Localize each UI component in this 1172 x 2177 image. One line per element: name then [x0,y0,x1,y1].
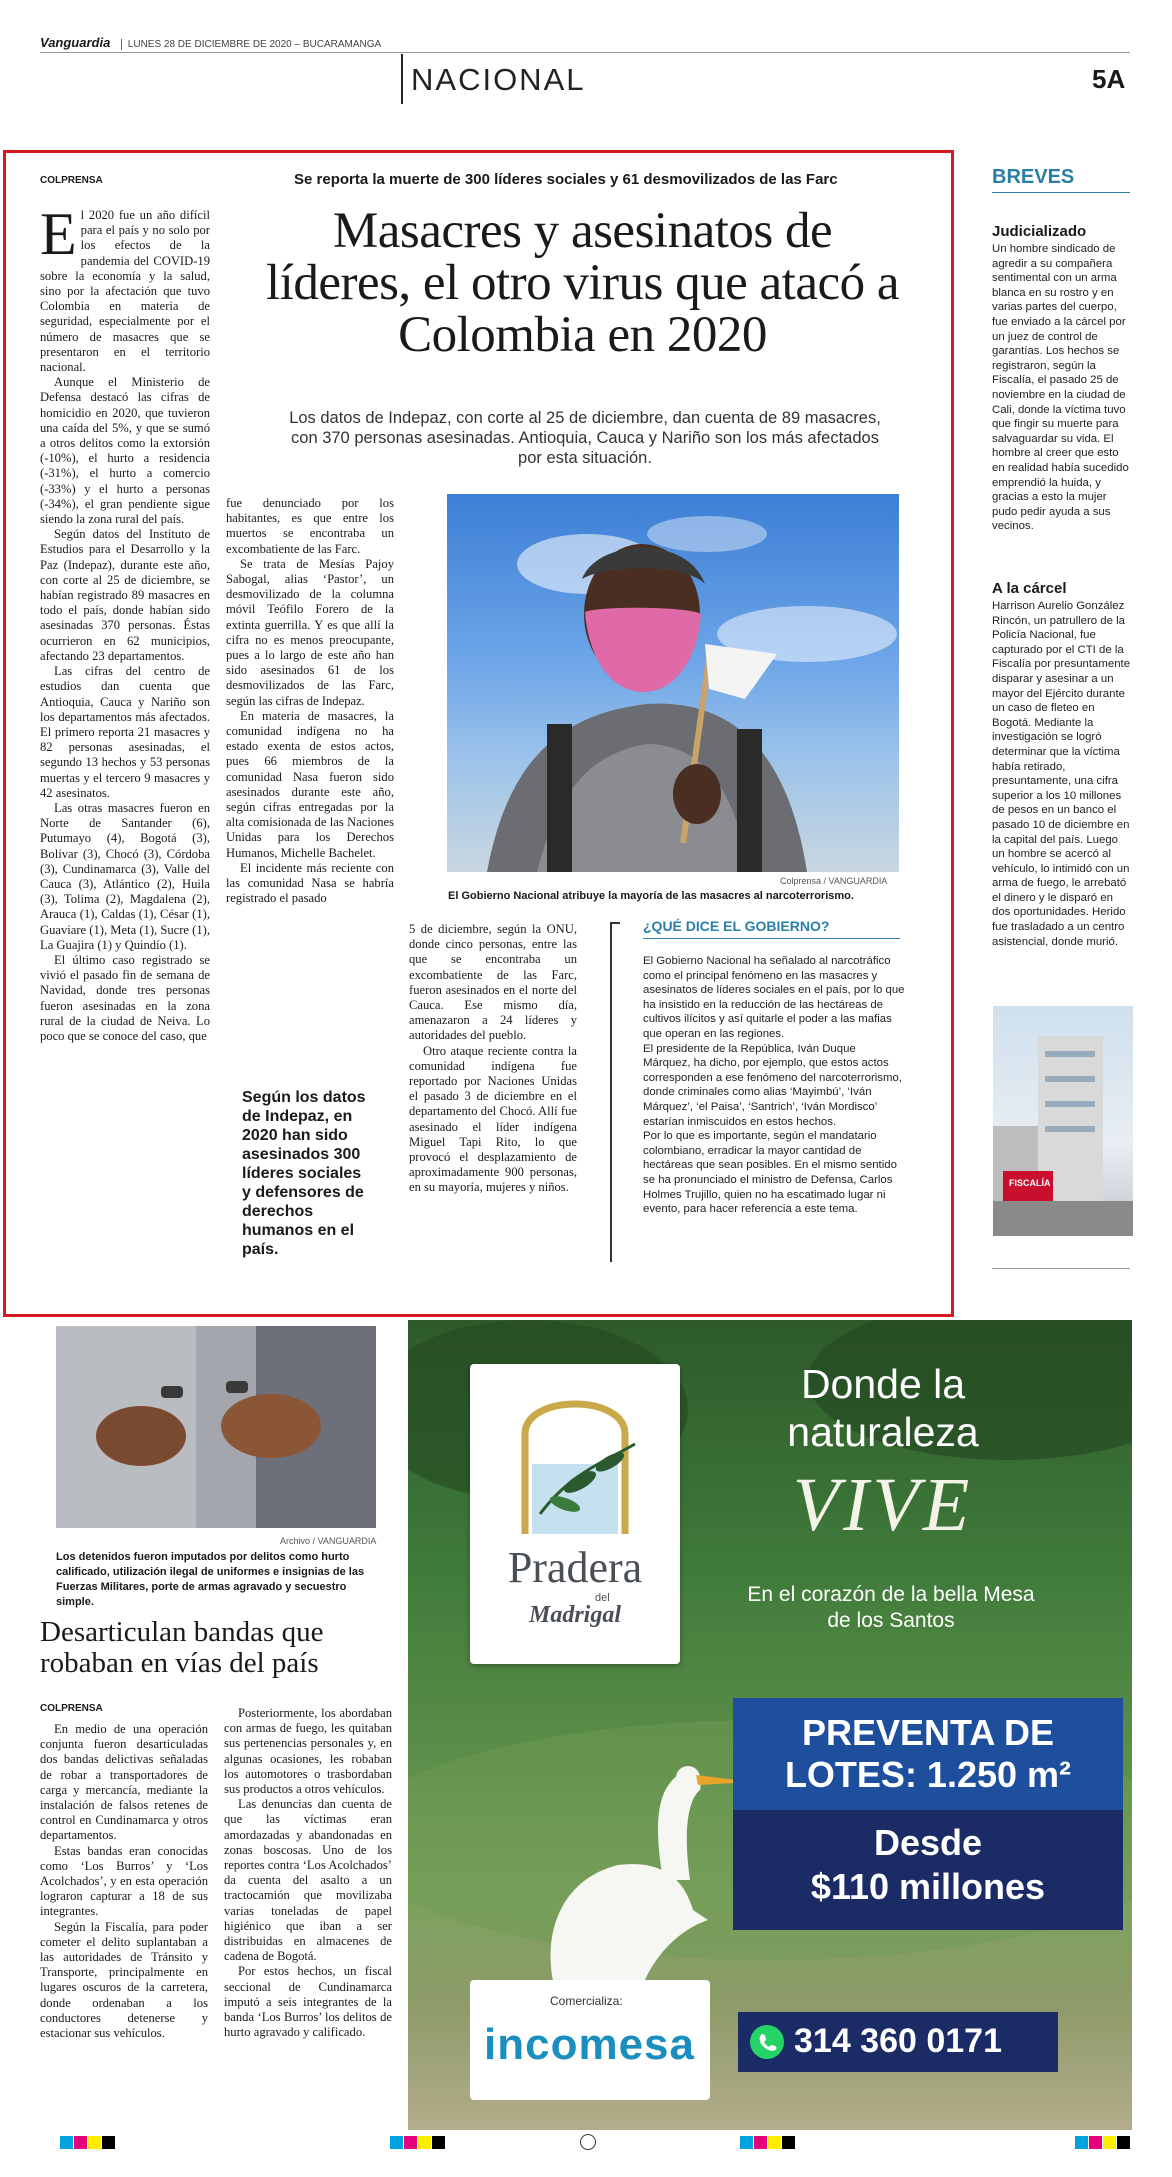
preventa-box [733,1698,1123,1930]
main-byline: COLPRENSA [40,175,103,186]
main-column-2 [226,496,394,906]
phone-box[interactable] [738,2012,1058,2072]
paragraph: Aunque el Ministerio de Defensa destacó las cifras de homicidio en 2020, que tuvieron una caída del 5%, y que se sumó a otros delitos como la extorsión (-10%), el hurto a residencia (-31%), el hurto a comercio (-33%) y el hurto a personas (-34%), el gran pendiente sigue siendo la zona rural del país. [40,375,210,527]
section-title: NACIONAL [411,62,586,97]
paragraph: Posteriormente, los abordaban con armas de fuego, les quitaban sus pertenencias personales y, en algunas ocasiones, les robaban los automotores o trasbordaban sus productos a otros vehículos. [224,1706,392,1797]
fiscalia-building-photo [993,1006,1133,1236]
page-number: 5A [1092,64,1126,94]
gov-box-rule [643,938,900,939]
arch-leaf-icon [470,1364,680,1544]
pradera-advertisement[interactable] [408,1320,1132,2130]
building-illustration [993,1006,1133,1236]
drop-cap: E [40,201,77,267]
main-photo [447,494,899,872]
paragraph: Según la Fiscalía, para poder cometer el delito suplantaban a las autoridades de Tránsito y Transporte, principalmente en lugares oscuros de la carretera, donde ordenaban a los conductores detenerse y estacionar sus vehículos. [40,1919,208,2041]
comercializa-label: Comercializa: [550,1994,623,2008]
second-byline: COLPRENSA [40,1703,103,1714]
pradera-brand-script: Madrigal [528,1602,621,1628]
main-column-3 [409,922,577,1196]
pull-quote: Según los datos de Indepaz, en 2020 han sido asesinados 300 líderes sociales y defensores de derechos humanos en el país. [242,1089,366,1258]
ad-tagline-1: Donde la naturaleza [787,1361,979,1455]
breves-bottom-rule [992,1268,1130,1269]
detainees-photo-credit: Archivo / VANGUARDIA [280,1536,377,1546]
breves-title: BREVES [992,166,1075,188]
desde-box [733,1810,1123,1930]
masthead [40,34,1130,54]
pradera-logo-card [470,1364,680,1664]
second-column-2 [224,1706,392,2040]
fiscalia-sign: FISCALÍA [1009,1178,1051,1188]
breves-item-text: Harrison Aurelio González Rincón, un patrullero de la Policía Nacional, fue capturado por el CTI de la Fiscalía por presuntamente disparar y asesinar a un mayor del Ejército durante un caso de fleteo en Bogotá. Mediante la investigación se logró determinar que la víctima había retirado, presuntamente, una cifra superior a los 10 millones de pesos en un banco el pasado 10 de diciembre en la capital del país. Luego un hombre se acercó al vehículo, lo intimidó con un arma de fuego, le arrebató el dinero y le disparó en dos oportunidades. Herido fue trasladado a un centro asistencial, donde murió. [992,600,1131,948]
breves-item-text: Un hombre sindicado de agredir a su compañera sentimental con un arma blanca en su rostro y en varias partes del cuerpo, fue enviado a la cárcel por un juez de control de garantías. Los hechos se registraron, según la Fiscalía, el pasado 25 de noviembre en la ciudad de Cali, donde la víctima tuvo que fingir su muerte para salvaguardar su vida. El hombre al creer que esto en realidad había sucedido emprendió la huida, y gracias a esto la mujer pudo pedir ayuda a sus vecinos. [992,243,1129,533]
main-photo-caption: El Gobierno Nacional atribuye la mayoría de las masacres al narcoterrorismo. [448,890,854,902]
pradera-brand-sub: del [595,1592,610,1604]
registration-bar-left [60,2136,116,2154]
main-column-1 [40,201,210,1044]
paragraph: Según datos del Instituto de Estudios para el Desarrollo y la Paz (Indepaz), durante este año, con corte al 25 de diciembre, se habían registrado 89 masacres en todo el país, donde habían sido asesinadas 370 personas. Éstas ocurrieron en 62 municipios, afectando 23 departamentos. [40,527,210,663]
woman-with-flag-illustration [447,494,899,872]
gov-box-title: ¿QUÉ DICE EL GOBIERNO? [643,918,830,934]
breves-rule [992,192,1130,193]
gov-box-text [643,954,905,1217]
paragraph: En medio de una operación conjunta fueron desarticuladas dos bandas delictivas señaladas de robar a transportadores de carga y mercancía, mediante la instalación de falsos retenes de control en Cundinamarca y otros departamentos. [40,1722,208,1843]
ad-tagline-2: VIVE [792,1463,974,1547]
second-headline: Desarticulan bandas que robaban en vías del país [40,1616,324,1679]
gov-box-bracket [610,922,620,1262]
paragraph: El Gobierno Nacional ha señalado al narcotráfico como el principal fenómeno en las masacres y asesinatos de líderes sociales en el país, por lo que ha insistido en la reducción de las hectáreas de cultivos ilícitos y así quitarle el poder a las mafias que operan en las regiones. [643,955,905,1040]
registration-target [580,2134,596,2150]
incomesa-logo: incomesa [484,2020,695,2069]
paragraph: Las otras masacres fueron en Norte de Santander (6), Putumayo (4), Bogotá (3), Bolívar (3), Chocó (3), Córdoba (3), Cundinamarca (3), Valle del Cauca (3), Atlántico (2), Huila (3), Tolima (2), Magdalena (2), Arauca (1), Caldas (1), César (1), Guaviare (1), Meta (1), Sucre (1), La Guajira (1) y Quindío (1). [40,800,210,952]
dateline: LUNES 28 DE DICIEMBRE DE 2020 – BUCARAMANGA [121,39,381,50]
preventa-line-1: PREVENTA DE [801,1712,1055,1753]
desde-price: $110 millones [810,1866,1046,1907]
ad-tagline-3: En el corazón de la bella Mesa de los Santos [747,1583,1035,1632]
main-photo-credit: Colprensa / VANGUARDIA [780,876,888,886]
paragraph: Las cifras del centro de estudios dan cuenta que Antioquia, Cauca y Nariño son los departamentos más afectados. El primero reporta 21 masacres y 82 personas asesinadas, el segundo 13 hechos y 53 personas muertas y el tercero 9 masacres y 42 asesinatos. [40,664,210,800]
handcuffed-hands-illustration [56,1326,376,1528]
masthead-rule [40,52,1130,53]
paragraph: 5 de diciembre, según la ONU, donde cinco personas, entre las que se encontraba un excombatiente de las Farc, fueron asesinados en el norte del Cauca. Ese mismo día, amenazaron a 24 líderes y autoridades del pueblo. [409,922,577,1043]
paragraph: Otro ataque reciente contra la comunidad indígena fue reportado por Naciones Unidas el pasado 3 de diciembre en el departamento del Chocó. Allí fue asesinado el líder indígena Miguel Tapi Rito, lo que provocó el desplazamiento de aproximadamente 900 personas, en su mayoría, mujeres y niños. [409,1043,577,1195]
paragraph: El presidente de la República, Iván Duque Márquez, ha dicho, por ejemplo, que estos actos corresponden a ese fenómeno del narcoterrorismo, donde criminales como alias ‘Mayimbú’, ‘Iván Márquez’, ‘el Paisa’, ‘Santrich’, ‘Iván Mordisco’ estarían inmiscuidos en estos hechos. [643,1042,902,1128]
registration-bar-mid-right [740,2136,796,2154]
pradera-brand: Pradera [507,1543,643,1592]
preventa-line-2 [733,1754,1123,1796]
paragraph: El último caso registrado se vivió el pasado fin de semana de Navidad, donde tres personas fueron asesinadas en la zona rural de la ciudad de Neiva. Lo poco que se conoce del caso, que [40,952,210,1043]
paragraph: Las denuncias dan cuenta de que las víctimas eran amordazadas y abandonadas en zonas boscosas. Uno de los reportes contra ‘Los Acolchados’ da cuenta del asalto a un tractocamión que movilizaba varias toneladas de papel higiénico que iban a ser distribuidas en almacenes de cadena de Bogotá. [224,1797,392,1964]
desde-label: Desde [873,1822,983,1863]
paragraph: En materia de masacres, la comunidad indígena no ha estado exenta de estos actos, pues 66 miembros de la comunidad Nasa fueron sido asesinados durante este año, según cifras entregadas por la alta comisionada de las Naciones Unidas para los Derechos Humanos, Michelle Bachelet. [226,708,394,860]
paragraph: Por estos hechos, un fiscal seccional de Cundinamarca imputó a seis integrantes de la banda ‘Los Burros’ los delitos de hurto agravado y calificado. [224,1964,392,2040]
main-kicker: Se reporta la muerte de 300 líderes sociales y 61 desmovilizados de las Farc [294,171,838,188]
detainees-photo [56,1326,376,1528]
registration-bar-mid-left [390,2136,446,2154]
brand-logo: Vanguardia [40,35,111,50]
main-subhead: Los datos de Indepaz, con corte al 25 de diciembre, dan cuenta de 89 masacres, con 370 personas asesinadas. Antioquia, Cauca y Nariño son los más afectados por esta situación. [289,409,881,467]
paragraph: Por lo que es importante, según el mandatario colombiano, erradicar la mayor cantidad de hectáreas que sean posibles. En el mismo sentido se ha pronunciado el ministro de Defensa, Carlos Holmes Trujillo, quien no ha escatimado lugar ni evento, para hacer referencia a este tema. [643,1130,897,1216]
preventa-unit: m² [1027,1754,1072,1795]
incomesa-card [470,1980,710,2100]
paragraph: Estas bandas eran conocidas como ‘Los Burros’ y ‘Los Acolchados’, y en esta operación lograron capturar a 18 de sus integrantes. [40,1843,208,1919]
section-divider [401,54,403,104]
second-column-1 [40,1722,208,2041]
whatsapp-icon [750,2025,784,2059]
paragraph: fue denunciado por los habitantes, es que entre los muertos se encontraba un excombatiente de las Farc. [226,496,394,556]
paragraph: Se trata de Mesías Pajoy Sabogal, alias ‘Pastor’, un desmovilizado de la columna móvil Teófilo Forero de la extinta guerrilla. Y es que allí la cifra no es menos preocupante, pues a lo largo de este año han sido asesinados 61 de los desmovilizados de las Farc, según las cifras de Indepaz. [226,556,394,708]
paragraph: El incidente más reciente con las comunidad Nasa se habría registrado el pasado [226,860,394,906]
breves-item-title: Judicializado [992,223,1087,240]
registration-bar-right [1075,2136,1131,2154]
paragraph: l 2020 fue un año difícil para el país y no solo por los efectos de la pandemia del COVID-19 sobre la economía y la salud, sino por la afectación que tuvo Colombia en materia de seguridad, especialmente por el número de masacres que se presentaron en el territorio nacional. [40,208,210,375]
detainees-photo-caption: Los detenidos fueron imputados por delitos como hurto calificado, utilización ilegal de uniformes e insignias de las Fuerzas Militares, porte de armas agravado y secuestro simple. [56,1551,365,1608]
main-headline: Masacres y asesinatos de líderes, el otro virus que atacó a Colombia en 2020 [265,203,899,363]
breves-item-title: A la cárcel [992,580,1067,597]
preventa-lotes: LOTES: 1.250 [784,1754,1018,1795]
phone-number: 314 360 0171 [794,2022,1002,2060]
